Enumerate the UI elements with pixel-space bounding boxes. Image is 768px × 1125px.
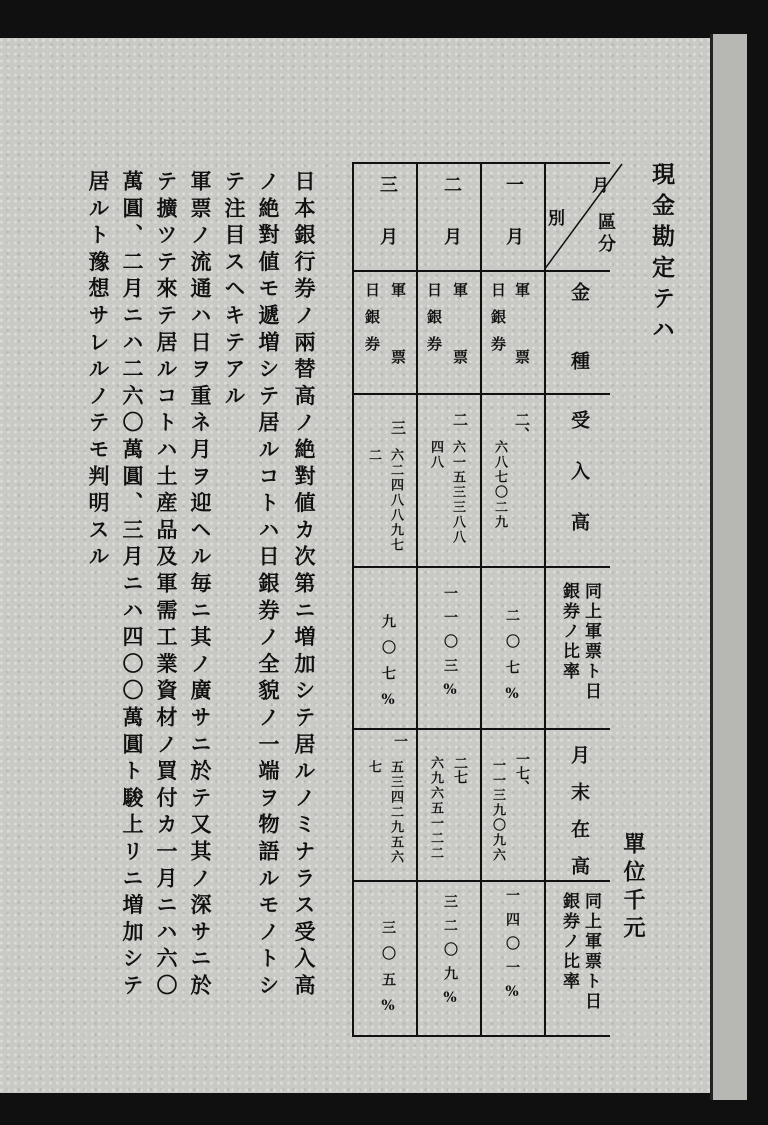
row-3-kind-a: 軍票: [389, 282, 407, 416]
body-line-3: テ注目スヘキテアル: [222, 170, 247, 412]
header-month-end: 月末在高: [568, 745, 590, 893]
row-1-ratio1: 二〇七%: [504, 608, 520, 714]
header-kind: 金種: [568, 282, 590, 420]
row-2-kind-a: 軍票: [451, 282, 469, 416]
header-received: 受入高: [568, 410, 590, 563]
row-1-month: 一月: [503, 175, 524, 279]
row-2-end-b: 六九六五一二二: [428, 756, 443, 861]
row-3-received-a: 三: [389, 420, 407, 435]
row-2-month: 二月: [441, 175, 462, 279]
row-1-kind-b: 日銀券: [489, 282, 507, 363]
body-line-6: 萬圓、二月ニハ二六〇萬圓、三月ニハ四〇〇萬圓ト駿上リニ増加シテ: [120, 170, 145, 1001]
row-1-received-a: 二、: [513, 412, 531, 442]
body-line-4: 軍票ノ流通ハ日ヲ重ネ月ヲ迎ヘル毎ニ其ノ廣サニ於テ又其ノ深サニ於: [188, 170, 213, 1001]
row-2-received-a: 二: [451, 412, 469, 427]
body-line-1: 日本銀行券ノ兩替高ノ絶對値カ次第ニ増加シテ居ルノミナラス受入高: [292, 170, 317, 1001]
row-3-end-a: 一: [392, 734, 408, 748]
page-edge: [710, 34, 747, 1100]
row-1-end-b: 一一三九〇九六: [490, 758, 505, 863]
body-line-2: ノ絶對値モ遞増シテ居ルコトハ日銀券ノ全貌ノ一端ヲ物語ルモノトシ: [256, 170, 281, 1001]
header-ratio2: 同上軍票ト日銀券ノ比率: [559, 892, 601, 1012]
row-2-ratio2: 三二〇九%: [442, 894, 458, 1016]
row-1-kind-a: 軍票: [513, 282, 531, 416]
row-1-ratio2: 一四〇一%: [504, 888, 520, 1010]
row-3-kind-b: 日銀券: [363, 282, 381, 363]
row-3-month: 三月: [377, 175, 398, 279]
row-3-received-b: 六二四八八九七二: [366, 448, 403, 553]
header-corner-bottom: 別: [548, 209, 565, 229]
side-title: 現金勘定テハ: [648, 162, 675, 348]
row-3-ratio2: 三〇五%: [380, 920, 396, 1026]
row-1-end-a: 一七、: [514, 752, 530, 794]
row-2-ratio1: 一一〇三%: [442, 586, 458, 708]
header-corner-top: 月: [588, 176, 608, 193]
body-line-5: テ擴ツテ來テ居ルコトハ土産品及軍需工業資材ノ買付カ一月ニハ六〇: [154, 170, 179, 1001]
row-3-end-b: 五三四二九五六七: [366, 760, 403, 865]
unit-label: 單位千元: [620, 832, 646, 944]
body-line-7: 居ルト豫想サレルノテモ判明スル: [86, 170, 111, 572]
header-corner-right: 區分: [595, 212, 616, 256]
row-3-ratio1: 九〇七%: [380, 614, 396, 720]
row-1-received-b: 六八七〇二九: [492, 440, 507, 530]
header-ratio1: 同上軍票ト日銀券ノ比率: [559, 582, 601, 702]
row-2-kind-b: 日銀券: [425, 282, 443, 363]
row-2-end-a: 二七: [452, 756, 468, 784]
row-2-received-b: 六一五三三八八四八: [428, 440, 465, 545]
